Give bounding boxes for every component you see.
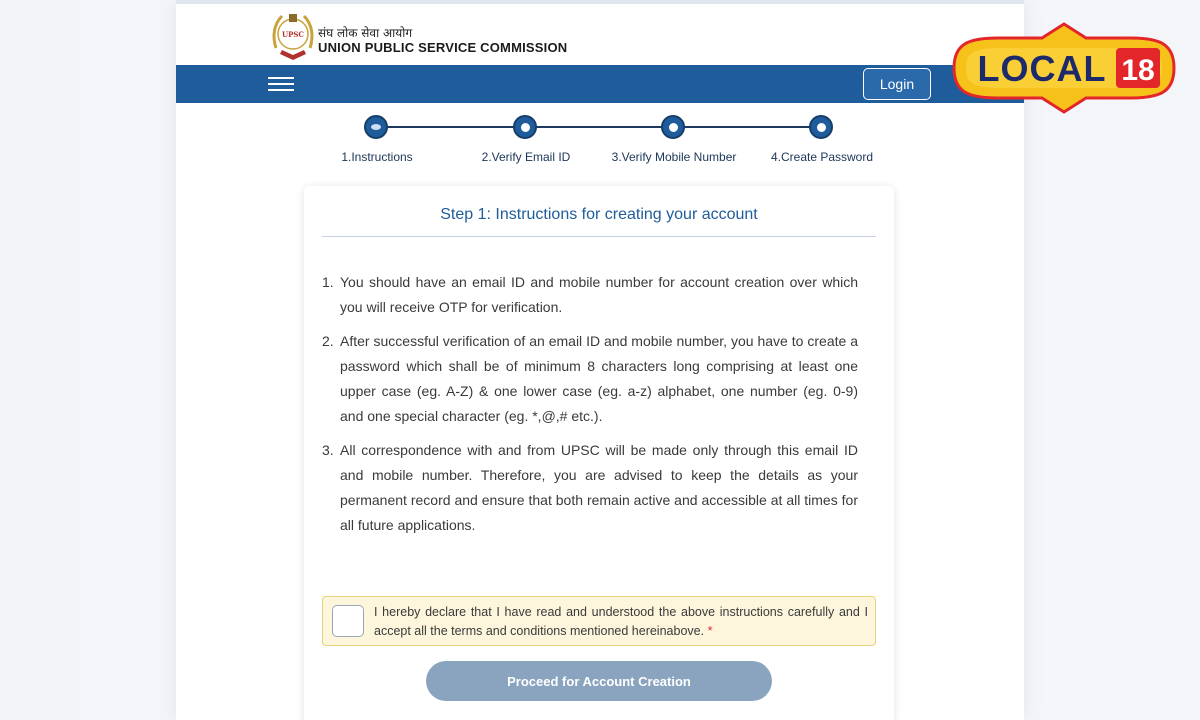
step-3-marker xyxy=(661,115,685,139)
declaration-box xyxy=(322,596,876,646)
logo-word: LOCAL xyxy=(977,48,1107,89)
brand-header xyxy=(176,4,1024,65)
declaration-label: I hereby declare that I have read and understood the above instructions carefully and I accept all the terms and conditions mentioned hereinabove. xyxy=(374,605,868,638)
upsc-emblem-icon xyxy=(270,8,316,64)
upsc-registration-screen xyxy=(176,0,1024,720)
list-item-number: 3. xyxy=(322,442,334,458)
list-item-text: All correspondence with and from UPSC will be made only through this email ID and mobile number. Therefore, you are advised to keep the details as your permanent record and ensure that both remain active and accessible at all times for all future applications. xyxy=(340,442,858,533)
step-4-label: 4.Create Password xyxy=(770,150,874,164)
step-1-marker xyxy=(364,115,388,139)
step-1-label: 1.Instructions xyxy=(341,150,413,164)
card-title: Step 1: Instructions for creating your account xyxy=(440,206,758,223)
step-2-label: 2.Verify Email ID xyxy=(481,150,571,164)
instructions-list xyxy=(322,270,858,547)
required-mark: * xyxy=(707,624,713,638)
list-item xyxy=(322,270,858,320)
eye-icon xyxy=(371,124,381,130)
hindi-title: संघ लोक सेवा आयोग xyxy=(318,26,413,40)
step-4-marker xyxy=(809,115,833,139)
logo-number: 18 xyxy=(1121,54,1155,87)
hamburger-menu-icon[interactable] xyxy=(268,73,296,95)
stepper-line xyxy=(376,126,822,128)
divider xyxy=(322,236,876,237)
step-3-label: 3.Verify Mobile Number xyxy=(611,150,737,164)
proceed-account-creation-button[interactable]: Proceed for Account Creation xyxy=(426,661,772,701)
list-item-text: You should have an email ID and mobile number for account creation over which you will receive OTP for verification. xyxy=(340,274,858,315)
local18-logo xyxy=(938,22,1190,114)
english-title: UNION PUBLIC SERVICE COMMISSION xyxy=(318,40,568,55)
declaration-text xyxy=(374,603,868,641)
list-item xyxy=(322,329,858,429)
login-button[interactable]: Login xyxy=(863,68,931,100)
step-2-marker xyxy=(513,115,537,139)
progress-stepper xyxy=(176,110,1024,170)
list-item-text: After successful verification of an email ID and mobile number, you have to create a password which shall be of minimum 8 characters long comprising at least one upper case (eg. A-Z) & one lower case (eg. a-z) alphabet, one number (eg. 0-9) and one special character (eg. *,@,# etc.). xyxy=(340,333,858,424)
declaration-checkbox[interactable] xyxy=(332,605,364,637)
emblem-text: UPSC xyxy=(282,30,304,39)
instructions-card xyxy=(304,186,894,720)
navbar xyxy=(176,65,1024,103)
list-item-number: 2. xyxy=(322,333,334,349)
list-item-number: 1. xyxy=(322,274,334,290)
list-item xyxy=(322,438,858,538)
